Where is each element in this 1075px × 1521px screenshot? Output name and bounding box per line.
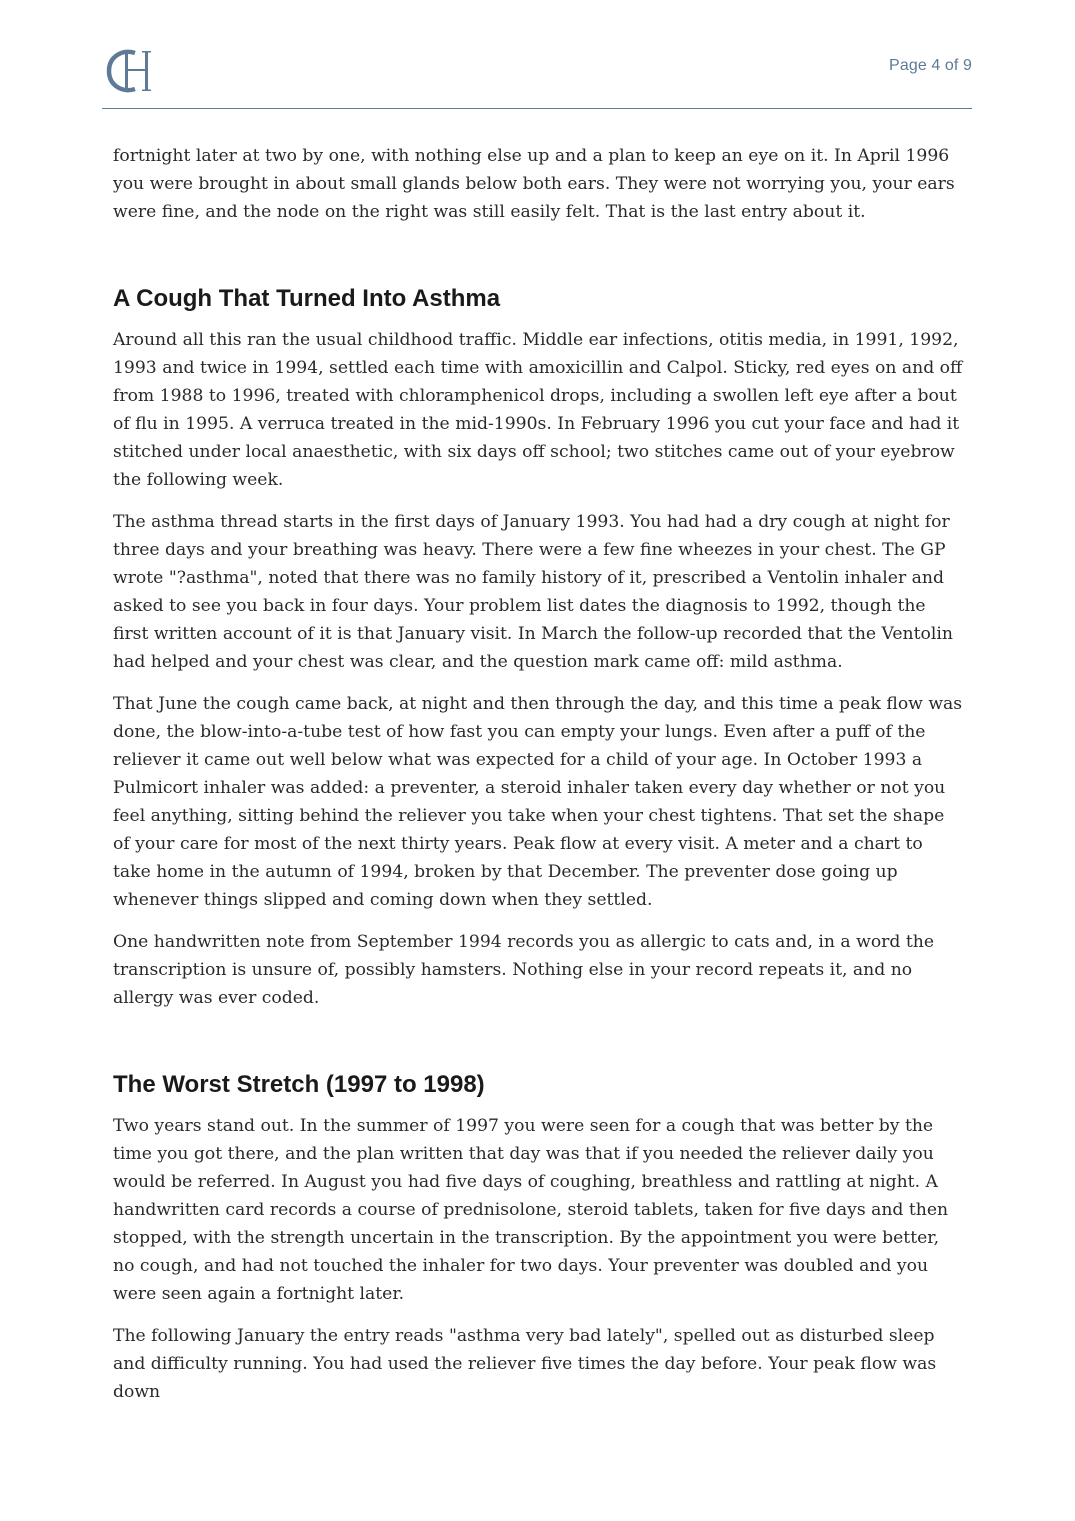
section-asthma — [113, 284, 965, 1012]
body-paragraph: The following January the entry reads "asthma very bad lately", spelled out as disturbed sleep and difficulty running. You had used the reliever five times the day before. Your peak flow was down — [113, 1326, 937, 1402]
intro-paragraph: fortnight later at two by one, with nothing else up and a plan to keep an eye on it. In April 1996 you were brought in about small glands below both ears. They were not worrying you, your ears were fine, and the node on the right was still easily felt. That is the last entry about it. — [113, 146, 955, 222]
section-worst-stretch — [113, 1070, 965, 1406]
body-paragraph: One handwritten note from September 1994 records you as allergic to cats and, in a word the transcription is unsure of, possibly hamsters. Nothing else in your record repeats it, and no allergy was ever coded. — [113, 932, 935, 1008]
body-paragraph: That June the cough came back, at night and then through the day, and this time a peak flow was done, the blow-into-a-tube test of how fast you can empty your lungs. Even after a puff of the reliever it came out well below what was expected for a child of your age. In October 1993 a Pulmicort inhaler was added: a preventer, a steroid inhaler taken every day whether or not you feel anything, sitting behind the reliever you take when your chest tightens. That set the shape of your care for most of the next thirty years. Peak flow at every visit. A meter and a chart to take home in the autumn of 1994, broken by that December. The preventer dose going up whenever things slipped and coming down when they settled. — [113, 694, 963, 910]
page-header — [102, 0, 972, 109]
page-number: Page 4 of 9 — [889, 57, 972, 74]
ch-logo — [105, 48, 157, 94]
body-paragraph: Around all this ran the usual childhood traffic. Middle ear infections, otitis media, in 1991, 1992, 1993 and twice in 1994, settled each time with amoxicillin and Calpol. Sticky, red eyes on and off from 1988 to 1996, treated with chloramphenicol drops, including a swollen left eye after a bout of flu in 1995. A verruca treated in the mid-1990s. In February 1996 you cut your face and had it stitched under local anaesthetic, with six days off school; two stitches came out of your eyebrow the following week. — [113, 330, 963, 490]
document-body — [113, 142, 965, 1420]
body-paragraph: The asthma thread starts in the first days of January 1993. You had had a dry cough at night for three days and your breathing was heavy. There were a few fine wheezes in your chest. The GP wrote "?asthma", noted that there was no family history of it, prescribed a Ventolin inhaler and asked to see you back in four days. Your problem list dates the diagnosis to 1992, though the first written account of it is that January visit. In March the follow-up recorded that the Ventolin had helped and your chest was clear, and the question mark came off: mild asthma. — [113, 512, 953, 672]
section-heading: The Worst Stretch (1997 to 1998) — [113, 1071, 485, 1098]
section-heading: A Cough That Turned Into Asthma — [113, 285, 501, 312]
body-paragraph: Two years stand out. In the summer of 1997 you were seen for a cough that was better by the time you got there, and the plan written that day was that if you needed the reliever daily you would be referred. In August you had five days of coughing, breathless and rattling at night. A handwritten card records a course of prednisolone, steroid tablets, taken for five days and then stopped, with the strength uncertain in the transcription. By the appointment you were better, no cough, and had not touched the inhaler for two days. Your preventer was doubled and you were seen again a fortnight later. — [113, 1116, 949, 1304]
